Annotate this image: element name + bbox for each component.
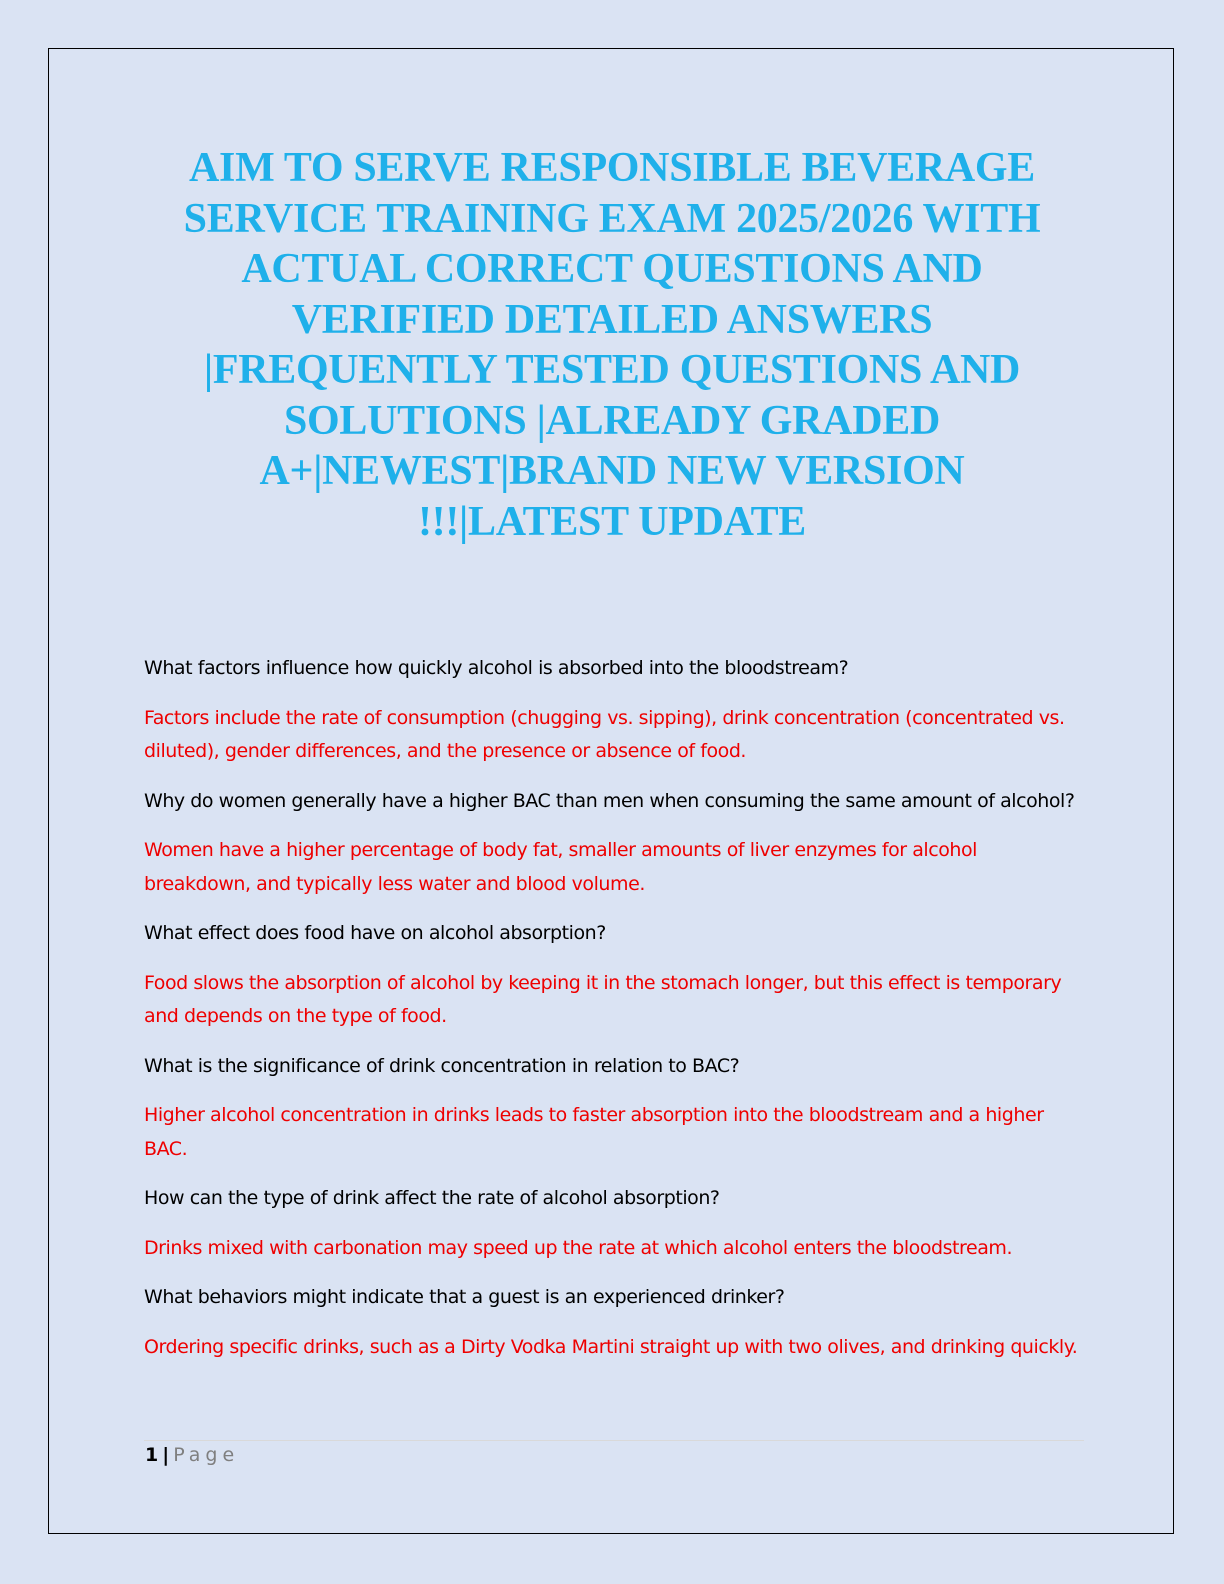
title-line: VERIFIED DETAILED ANSWERS <box>291 296 933 343</box>
question-text: Why do women generally have a higher BAC than men when consuming the same amount of alcohol? <box>144 789 1075 812</box>
qa-list <box>144 652 1084 1380</box>
title-line: AIM TO SERVE RESPONSIBLE BEVERAGE <box>189 145 1035 191</box>
answer-text: Women have a higher percentage of body fat, smaller amounts of liver enzymes for alcohol breakdown, and typically less water and blood volume. <box>144 839 978 895</box>
title-line: !!!|LATEST UPDATE <box>417 498 807 545</box>
answer-text: Food slows the absorption of alcohol by keeping it in the stomach longer, but this effect is temporary and depends on the type of food. <box>144 971 1062 1027</box>
question-text: What factors influence how quickly alcohol is absorbed into the bloodstream? <box>144 657 849 679</box>
title-line: ACTUAL CORRECT QUESTIONS AND <box>241 246 983 292</box>
question-text: What behaviors might indicate that a guest is an experienced drinker? <box>144 1286 785 1308</box>
title-line: A+|NEWEST|BRAND NEW VERSION <box>259 448 965 494</box>
question-text: What effect does food have on alcohol absorption? <box>144 922 606 944</box>
document-title <box>120 143 1104 547</box>
question-text: How can the type of drink affect the rate of alcohol absorption? <box>144 1187 720 1209</box>
question-text: What is the significance of drink concentration in relation to BAC? <box>144 1054 740 1077</box>
footer-separator: | <box>162 1444 170 1466</box>
footer-divider <box>144 1440 1084 1441</box>
answer-text: Ordering specific drinks, such as a Dirty Vodka Martini straight up with two olives, and drinking quickly. <box>144 1335 1078 1358</box>
title-line: SERVICE TRAINING EXAM 2025/2026 WITH <box>183 195 1041 242</box>
title-line: SOLUTIONS |ALREADY GRADED <box>284 397 940 444</box>
answer-text: Drinks mixed with carbonation may speed up the rate at which alcohol enters the bloodstream. <box>144 1236 1013 1259</box>
answer-text: Factors include the rate of consumption (chugging vs. sipping), drink concentration (concentrated vs. diluted), gender differences, and the presence or absence of food. <box>144 706 1065 762</box>
title-line: |FREQUENTLY TESTED QUESTIONS AND <box>203 347 1021 393</box>
page-footer <box>145 1441 239 1469</box>
page-label: Page <box>173 1444 240 1466</box>
answer-text: Higher alcohol concentration in drinks leads to faster absorption into the bloodstream and a higher BAC. <box>144 1104 1044 1160</box>
page-number: 1 <box>145 1444 159 1466</box>
